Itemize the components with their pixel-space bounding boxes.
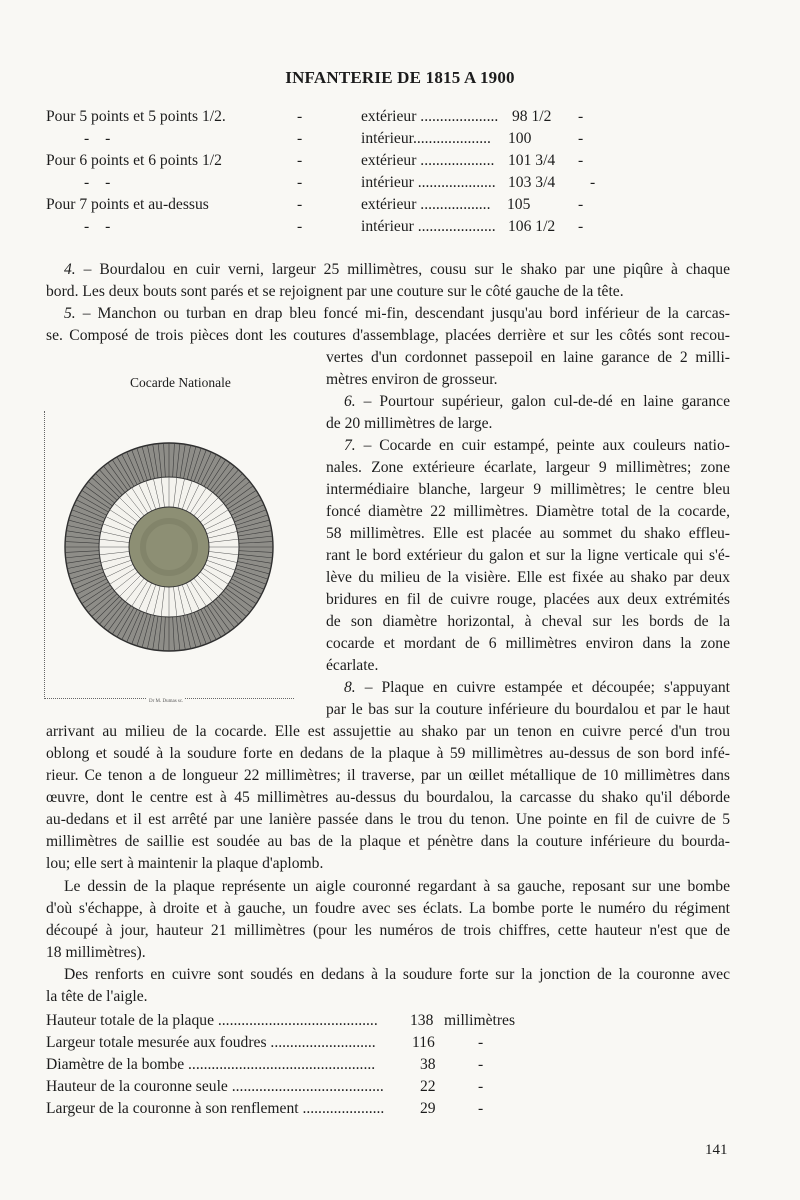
sizes-value: 105 bbox=[507, 196, 531, 213]
dimension-unit: millimètres bbox=[444, 1012, 516, 1029]
paragraph-line bbox=[64, 259, 730, 280]
paragraph-line bbox=[64, 964, 730, 985]
sizes-end: - bbox=[578, 108, 584, 125]
paragraph-text: 58 millimètres. Elle est placée au sommet du shako effleu- bbox=[326, 525, 730, 542]
dimension-value: 29 bbox=[420, 1100, 436, 1117]
sizes-label: Pour 6 points et 6 points 1/2 bbox=[46, 152, 222, 169]
cockade-illustration-icon bbox=[44, 397, 294, 697]
dimension-label: Largeur totale mesurée aux foudres ........................... bbox=[46, 1034, 376, 1051]
paragraph-line bbox=[344, 435, 730, 456]
sizes-value: 101 3/4 bbox=[508, 152, 556, 169]
sizes-label: Pour 7 points et au-dessus bbox=[46, 196, 209, 213]
sizes-kind: extérieur .................. bbox=[361, 196, 491, 213]
dimension-unit: - bbox=[478, 1078, 484, 1095]
paragraph-line: lou; elle sert à maintenir la plaque d'aplomb. bbox=[46, 855, 324, 872]
sizes-value: 98 1/2 bbox=[512, 108, 552, 125]
paragraph-text: rieur. Ce tenon a de longueur 22 millimètres; il traverse, par un œillet métallique de 10 millimètres dans bbox=[46, 767, 730, 784]
paragraph-line-text bbox=[64, 303, 730, 324]
paragraph-text: oblong et soudé à la soudure forte en dedans de la plaque à 59 millimètres au-dessus de son bord infé- bbox=[46, 745, 730, 762]
paragraph-text: d'où s'échappe, à droite et à gauche, un foudre avec ses éclats. La bombe porte le numéro du régiment bbox=[46, 900, 730, 917]
paragraph-text: – Plaque en cuivre estampée et découpée; s'appuyant bbox=[364, 679, 730, 696]
paragraph-number: 6. bbox=[344, 393, 356, 410]
dimension-value: 38 bbox=[420, 1056, 436, 1073]
sizes-dash: - bbox=[297, 174, 303, 191]
paragraph-line-text bbox=[344, 677, 730, 698]
paragraph-line: la tête de l'aigle. bbox=[46, 988, 148, 1005]
paragraph-line bbox=[46, 325, 730, 346]
paragraph-line bbox=[46, 743, 730, 764]
paragraph-text: bridures en fil de cuivre rouge, placées aux deux extrémités bbox=[326, 591, 730, 608]
dimension-label: Hauteur totale de la plaque ......................................... bbox=[46, 1012, 378, 1029]
sizes-dash: - bbox=[297, 130, 303, 147]
paragraph-line bbox=[326, 611, 730, 632]
paragraph-line bbox=[46, 721, 730, 742]
sizes-label: - - bbox=[84, 130, 117, 147]
sizes-label: - - bbox=[84, 218, 117, 235]
paragraph-line bbox=[46, 898, 730, 919]
paragraph-text: lève du milieu de la visière. Elle est fixée au shako par deux bbox=[326, 569, 730, 586]
paragraph-text: vertes d'un cordonnet passepoil en laine garance de 2 milli- bbox=[326, 349, 730, 366]
page-title: INFANTERIE DE 1815 A 1900 bbox=[285, 68, 515, 87]
figure-caption: Cocarde Nationale bbox=[130, 375, 231, 390]
paragraph-line-text bbox=[344, 391, 730, 412]
sizes-value: 100 bbox=[508, 130, 532, 147]
paragraph-line bbox=[344, 677, 730, 698]
paragraph-line bbox=[326, 479, 730, 500]
paragraph-line-text bbox=[64, 259, 730, 280]
sizes-kind: extérieur .................... bbox=[361, 108, 499, 125]
paragraph-text: rant le bord extérieur du galon et sur la ligne verticale qui s'é- bbox=[326, 547, 730, 564]
sizes-end: - bbox=[578, 152, 584, 169]
paragraph-line bbox=[326, 567, 730, 588]
dimension-label: Hauteur de la couronne seule ....................................... bbox=[46, 1078, 384, 1095]
sizes-dash: - bbox=[297, 196, 303, 213]
paragraph-number: 7. bbox=[344, 437, 356, 454]
paragraph-text: arrivant au milieu de la cocarde. Elle est assujettie au shako par un tenon en cuivre percé d'un trou bbox=[46, 723, 730, 740]
paragraph-text: Le dessin de la plaque représente un aigle couronné regardant à sa gauche, reposant sur une bombe bbox=[64, 878, 730, 895]
paragraph-line bbox=[344, 391, 730, 412]
dimension-value: 22 bbox=[420, 1078, 436, 1095]
sizes-label: - - bbox=[84, 174, 117, 191]
paragraph-text: – Manchon ou turban en drap bleu foncé mi-fin, descendant jusqu'au bord inférieur de la carcas- bbox=[82, 305, 730, 322]
sizes-end: - bbox=[590, 174, 596, 191]
dimension-unit: - bbox=[478, 1100, 484, 1117]
paragraph-text: nales. Zone extérieure écarlate, largeur 9 millimètres; zone bbox=[326, 459, 730, 476]
sizes-end: - bbox=[578, 196, 584, 213]
paragraph-line: 18 millimètres). bbox=[46, 944, 146, 961]
dimension-label: Diamètre de la bombe ................................................ bbox=[46, 1056, 376, 1073]
paragraph-line bbox=[46, 765, 730, 786]
paragraph-line: mètres environ de grosseur. bbox=[326, 371, 498, 388]
dimension-unit: - bbox=[478, 1034, 484, 1051]
sizes-dash: - bbox=[297, 218, 303, 235]
paragraph-line bbox=[326, 633, 730, 654]
paragraph-line bbox=[326, 457, 730, 478]
paragraph-line: bord. Les deux bouts sont parés et se rejoignent par une couture sur le côté gauche de la tête. bbox=[46, 283, 624, 300]
sizes-kind: intérieur .................... bbox=[361, 218, 496, 235]
paragraph-text: au-dedans et il est arrêté par une lanière passée dans le trou du tenon. Une pointe en fil de cuivre de 5 bbox=[46, 811, 730, 828]
paragraph-line bbox=[326, 523, 730, 544]
paragraph-text: découpé à jour, hauteur 21 millimètres (pour les numéros de trois chiffres, cette hauteur n'est que de bbox=[46, 922, 730, 939]
paragraph-line: écarlate. bbox=[326, 657, 379, 674]
cockade-figure bbox=[44, 397, 294, 704]
paragraph-text: cocarde et mordant de 6 millimètres environ dans la zone bbox=[326, 635, 730, 652]
paragraph-text: œuvre, dont le centre est à 45 millimètres au-dessus du bourdalou, la carcasse du shako qu'il déborde bbox=[46, 789, 730, 806]
page-number: 141 bbox=[705, 1142, 728, 1158]
paragraph-number: 4. bbox=[64, 261, 76, 278]
paragraph-text: Des renforts en cuivre sont soudés en dedans à la soudure forte sur la jonction de la couronne avec bbox=[64, 966, 730, 983]
paragraph-text: se. Composé de trois pièces dont les coutures d'assemblage, placées derrière et sur les côtés sont recou- bbox=[46, 327, 730, 344]
dimension-unit: - bbox=[478, 1056, 484, 1073]
paragraph-line bbox=[46, 831, 730, 852]
sizes-value: 103 3/4 bbox=[508, 174, 556, 191]
paragraph-text: intermédiaire blanche, largeur 9 millimètres; le centre bleu bbox=[326, 481, 730, 498]
paragraph-text: – Bourdalou en cuir verni, largeur 25 millimètres, cousu sur le shako par une piqûre à chaque bbox=[83, 261, 730, 278]
paragraph-text: de son diamètre horizontal, à cheval sur les bords de la bbox=[326, 613, 730, 630]
paragraph-line bbox=[64, 303, 730, 324]
paragraph-line bbox=[46, 920, 730, 941]
dimension-value: 116 bbox=[412, 1034, 435, 1051]
paragraph-line bbox=[326, 501, 730, 522]
paragraph-text: par le bas sur la couture inférieure du bourdalou et par le haut bbox=[326, 701, 730, 718]
paragraph-line bbox=[46, 787, 730, 808]
sizes-end: - bbox=[578, 130, 584, 147]
sizes-dash: - bbox=[297, 108, 303, 125]
sizes-kind: intérieur .................... bbox=[361, 174, 496, 191]
dimension-label: Largeur de la couronne à son renflement ..................... bbox=[46, 1100, 385, 1117]
paragraph-line bbox=[326, 545, 730, 566]
paragraph-text: – Pourtour supérieur, galon cul-de-dé en laine garance bbox=[363, 393, 730, 410]
paragraph-line bbox=[326, 347, 730, 368]
sizes-label: Pour 5 points et 5 points 1/2. bbox=[46, 108, 226, 125]
paragraph-text: foncé diamètre 22 millimètres. Diamètre total de la cocarde, bbox=[326, 503, 730, 520]
sizes-kind: intérieur.................... bbox=[361, 130, 491, 147]
paragraph-number: 8. bbox=[344, 679, 356, 696]
paragraph-line bbox=[64, 876, 730, 897]
figure-credit: Dr M. Dumas sc. bbox=[147, 691, 185, 712]
paragraph-number: 5. bbox=[64, 305, 76, 322]
sizes-end: - bbox=[578, 218, 584, 235]
dimension-value: 138 bbox=[410, 1012, 434, 1029]
paragraph-line-text bbox=[344, 435, 730, 456]
paragraph-text: – Cocarde en cuir estampé, peinte aux couleurs natio- bbox=[363, 437, 731, 454]
paragraph-line bbox=[46, 809, 730, 830]
paragraph-line bbox=[326, 589, 730, 610]
paragraph-line: de 20 millimètres de large. bbox=[326, 415, 493, 432]
sizes-value: 106 1/2 bbox=[508, 218, 556, 235]
sizes-kind: extérieur ................... bbox=[361, 152, 495, 169]
sizes-dash: - bbox=[297, 152, 303, 169]
paragraph-line bbox=[326, 699, 730, 720]
paragraph-text: millimètres de saillie est soudée au bas de la plaque et pénètre dans la couture inférieure du bourda- bbox=[46, 833, 730, 850]
